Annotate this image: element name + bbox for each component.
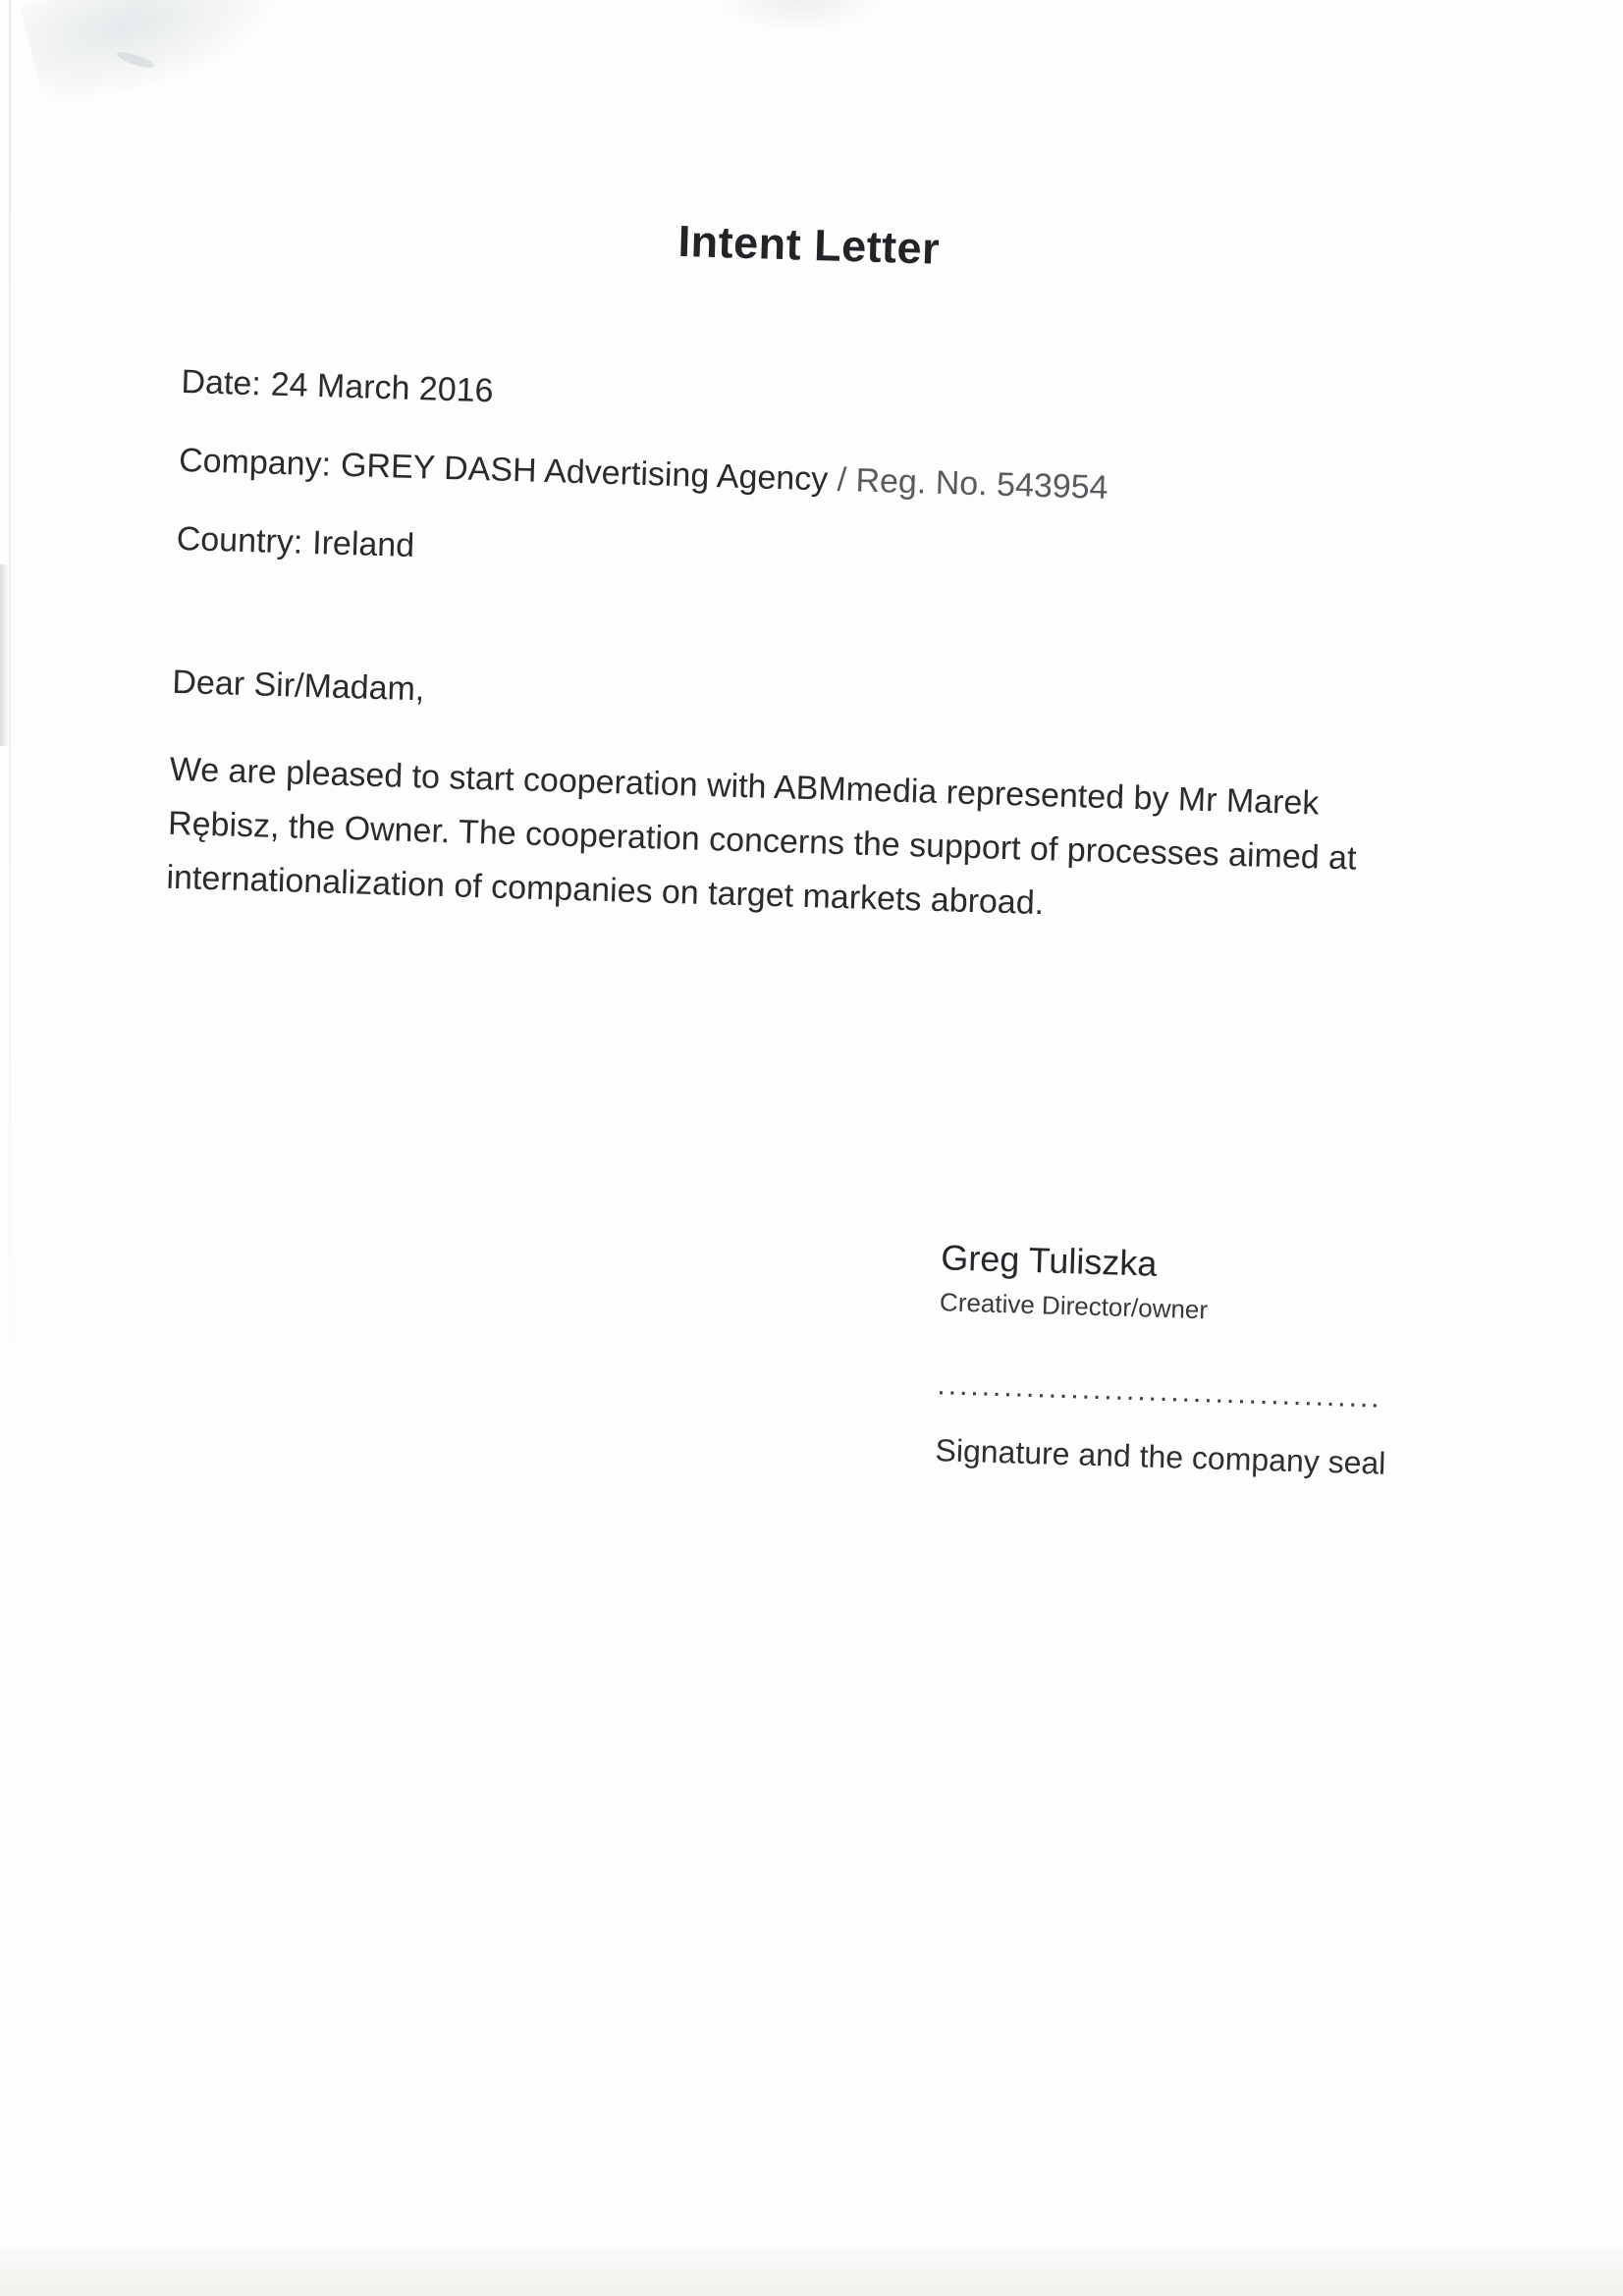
- date-label: Date:: [180, 362, 262, 403]
- scan-edge-line: [9, 0, 11, 1492]
- signatory-role: Creative Director/owner: [939, 1287, 1209, 1325]
- company-reg-no: / Reg. No. 543954: [827, 460, 1109, 507]
- letter-meta-fields: [176, 362, 1428, 596]
- country-field: [176, 519, 1424, 596]
- scan-bottom-shadow: [0, 2248, 1623, 2296]
- scan-smudge-top-left: [20, 0, 284, 112]
- company-field: [179, 441, 1427, 517]
- date-value: 24 March 2016: [270, 365, 495, 410]
- body-paragraph: We are pleased to start cooperation with ABMmedia represented by Mr Marek Rębisz, the Owner. The cooperation concerns the support of processes aimed at internationalization of companies on target markets abroad.: [165, 750, 1358, 923]
- country-label: Country:: [176, 519, 303, 561]
- scan-smudge-top-center: [717, 0, 884, 33]
- company-value: GREY DASH Advertising Agency: [340, 446, 829, 499]
- salutation: Dear Sir/Madam,: [171, 663, 425, 709]
- letter-content: [137, 201, 1434, 1906]
- scan-smudge-mark: [115, 49, 155, 71]
- scan-edge-shadow: [0, 564, 9, 746]
- signature-dotted-line: ........................................: [937, 1368, 1383, 1415]
- signature-block: [935, 1237, 1491, 1485]
- letter-title: Intent Letter: [677, 215, 941, 274]
- date-field: [181, 362, 1429, 439]
- country-value: Ireland: [311, 523, 415, 565]
- signature-caption: Signature and the company seal: [935, 1432, 1386, 1481]
- signatory-name: Greg Tuliszka: [940, 1237, 1159, 1284]
- company-label: Company:: [178, 441, 332, 484]
